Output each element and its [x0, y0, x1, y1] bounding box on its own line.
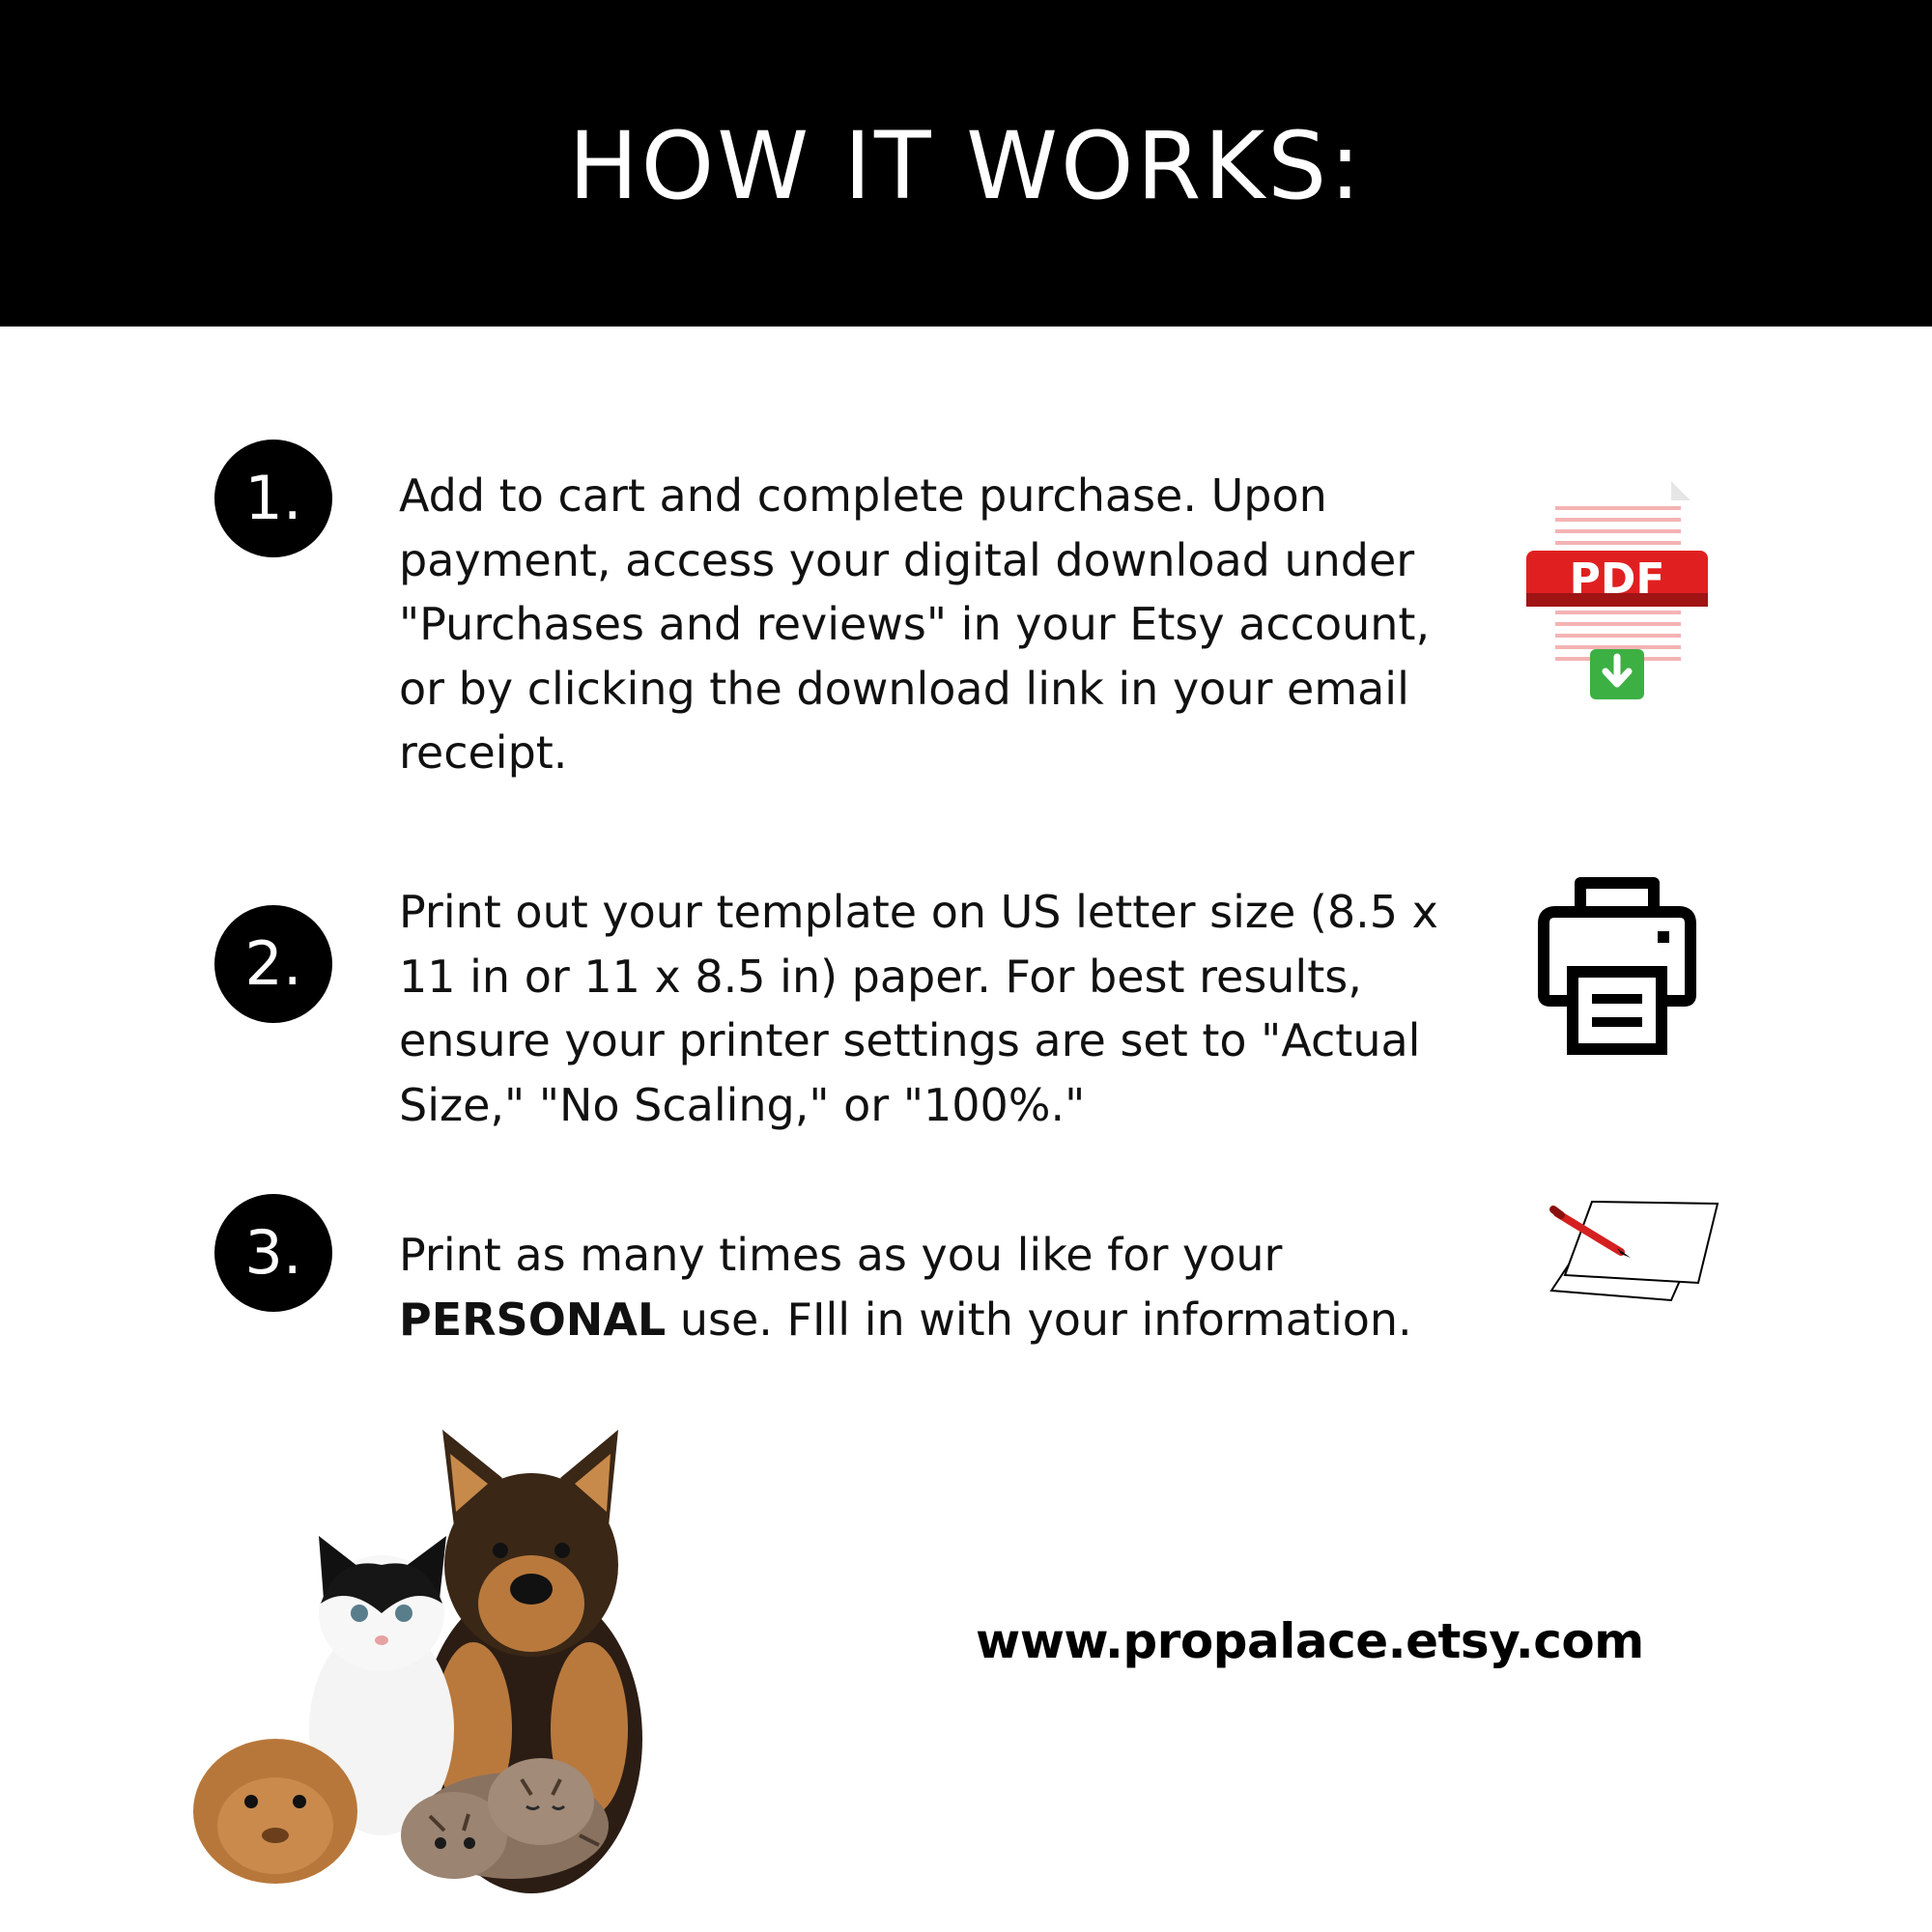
- step-number-3: 3.: [214, 1194, 332, 1312]
- step-number-2: 2.: [214, 905, 332, 1023]
- pdf-download-icon: [1517, 471, 1710, 703]
- step-text-2: Print out your template on US letter size (8.5 x 11 in or 11 x 8.5 in) paper. For best results, ensure your printer settings are set to "Actual Size," "No Scaling," or "100%.": [399, 886, 1438, 1131]
- step-number-1: 1.: [214, 440, 332, 557]
- step-text-3-after: use. FIll in with your information.: [679, 1293, 1412, 1346]
- step-text-3-before: Print as many times as you like for your: [399, 1229, 1283, 1281]
- guinea-pig-image: [193, 1739, 357, 1884]
- pen-paper-icon: [1536, 1194, 1729, 1310]
- step-text-3-bold: PERSONAL: [399, 1293, 667, 1346]
- step-text-3: [399, 1223, 1442, 1351]
- pdf-label: PDF: [1569, 554, 1665, 604]
- shop-url[interactable]: www.propalace.etsy.com: [976, 1613, 1644, 1669]
- page-title: HOW IT WORKS:: [568, 112, 1364, 220]
- step-text-1: Add to cart and complete purchase. Upon payment, access your digital download under "Purchases and reviews" in your Etsy account, or by clicking the download link in your email receipt.: [399, 469, 1431, 779]
- pets-group-image: [193, 1420, 734, 1903]
- printer-icon: [1538, 875, 1696, 1055]
